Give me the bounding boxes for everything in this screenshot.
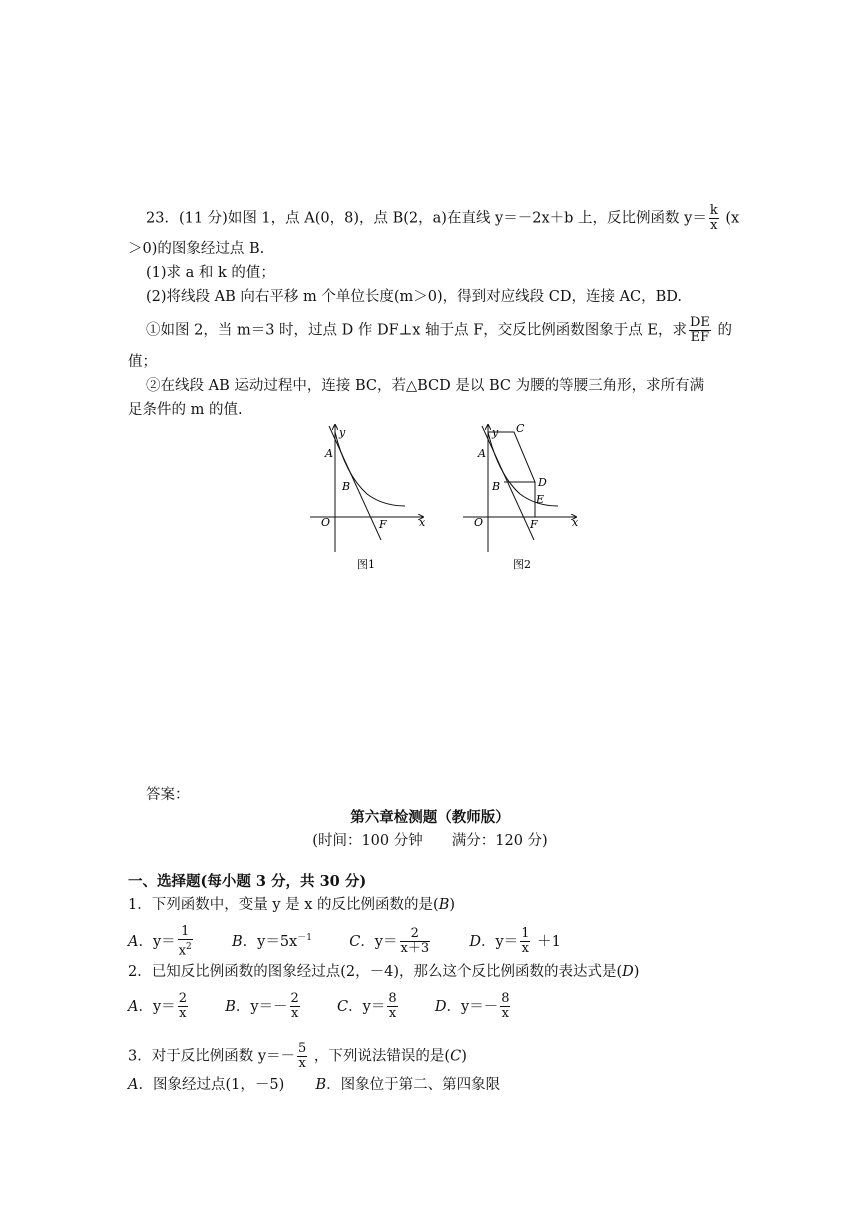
q1-option-c: C．y＝ $\frac{2}{x+3}$ (349, 926, 430, 957)
p23-q1: (1)求 a 和 k 的值； (146, 265, 275, 281)
fig2-label-d: D (538, 476, 547, 489)
figure-1 (305, 420, 435, 580)
fraction-de-over-ef: $\frac{DE}{EF}$ (689, 315, 710, 345)
q1-option-b: B．$y=5x^{-1}$ (231, 932, 312, 950)
p23-q2a (146, 316, 732, 345)
q3-options (128, 1075, 500, 1095)
p23-q2a-text: ①如图 2，当 m＝3 时，过点 D 作 DF⊥x 轴于点 F，交反比例函数图象于点 E，求 (146, 322, 687, 339)
p23-q2a-cont: 值； (128, 354, 157, 370)
p23-line1-text: 23．(11 分)如图 1，点 A(0，8)，点 B(2，a)在直线 y＝－2x＋b 上，反比例函数 y＝ (146, 210, 707, 227)
q2-option-d: D．y＝－ $\frac{8}{x}$ (434, 991, 510, 1021)
p23-q2: (2)将线段 AB 向右平移 m 个单位长度(m＞0)，得到对应线段 CD，连接 AC，BD. (146, 289, 683, 305)
fraction-k-over-x: $\frac{k}{x}$ (709, 203, 718, 233)
fig1-label-y: y (339, 426, 346, 439)
fig2-line-ab (482, 426, 534, 540)
answer-label: 答案： (146, 787, 190, 803)
fig1-line-ab (329, 426, 381, 540)
page-subtitle: (时间：100 分钟 满分：120 分) (312, 833, 548, 849)
q2-option-b: B．y＝－ $\frac{2}{x}$ (225, 991, 299, 1021)
fig2-label-y: y (492, 426, 499, 439)
q3-option-b: B．图象位于第二、第四象限 (315, 1077, 501, 1093)
q2-answer: D (622, 964, 634, 980)
p23-q2a-tail: 的 (717, 322, 732, 339)
page-title: 第六章检测题（教师版） (350, 809, 510, 826)
q1-option-d: D．y＝ $\frac{1}{x}$ ＋1 (469, 926, 561, 957)
p23-q2b: ②在线段 AB 运动过程中，连接 BC，若△BCD 是以 BC 为腰的等腰三角形，求所有满 (146, 378, 705, 394)
fig1-label-b: B (342, 480, 351, 493)
p23-line1 (146, 204, 739, 233)
p23-q2b-cont: 足条件的 m 的值. (128, 402, 243, 418)
fig1-label-a: A (325, 447, 333, 460)
section-title: 一、选择题(每小题 3 分，共 30 分) (128, 873, 367, 890)
fig1-label-o: O (321, 516, 331, 529)
fig2-parallelogram (488, 432, 535, 482)
fig1-label-x: x (419, 516, 426, 529)
q2-option-a: A．y＝ $\frac{2}{x}$ (128, 991, 187, 1021)
fig2-hyperbola (488, 432, 558, 506)
p23-line2: ＞0)的图象经过点 B. (128, 241, 265, 257)
q2-option-c: C．y＝ $\frac{8}{x}$ (337, 991, 397, 1021)
q1-stem: 1．下列函数中，变量 y 是 x 的反比例函数的是(B) (128, 897, 456, 913)
p23-line1-tail: (x (725, 210, 740, 227)
q1-option-a: A．y＝ $\frac{1}{x^2}$ (128, 924, 192, 959)
fig2-label-a: A (478, 447, 486, 460)
fig2-caption: 图2 (513, 558, 531, 571)
q1-options (128, 925, 561, 958)
fig1-label-f: F (379, 518, 387, 531)
figure-2 (458, 420, 588, 580)
fig1-hyperbola (335, 432, 405, 506)
q1-answer: B (438, 897, 450, 913)
q2-options (128, 992, 512, 1021)
fig2-label-f: F (530, 518, 538, 531)
fig1-caption: 图1 (357, 558, 375, 571)
q2-stem: 2．已知反比例函数的图象经过点(2，－4)，那么这个反比例函数的表达式是(D) (128, 964, 640, 980)
fig2-label-c: C (516, 422, 525, 435)
fig2-label-e: E (536, 493, 545, 506)
q3-answer: C (450, 1048, 462, 1065)
q3-stem: 3．对于反比例函数 y＝－ $\frac{5}{x}$ ，下列说法错误的是(C) (128, 1041, 467, 1071)
fig2-label-o: O (474, 516, 484, 529)
fig2-label-x: x (572, 516, 579, 529)
q3-option-a: A．图象经过点(1，－5) (128, 1077, 285, 1093)
fig2-label-b: B (492, 480, 501, 493)
fraction-5-over-x: $\frac{5}{x}$ (298, 1041, 307, 1071)
